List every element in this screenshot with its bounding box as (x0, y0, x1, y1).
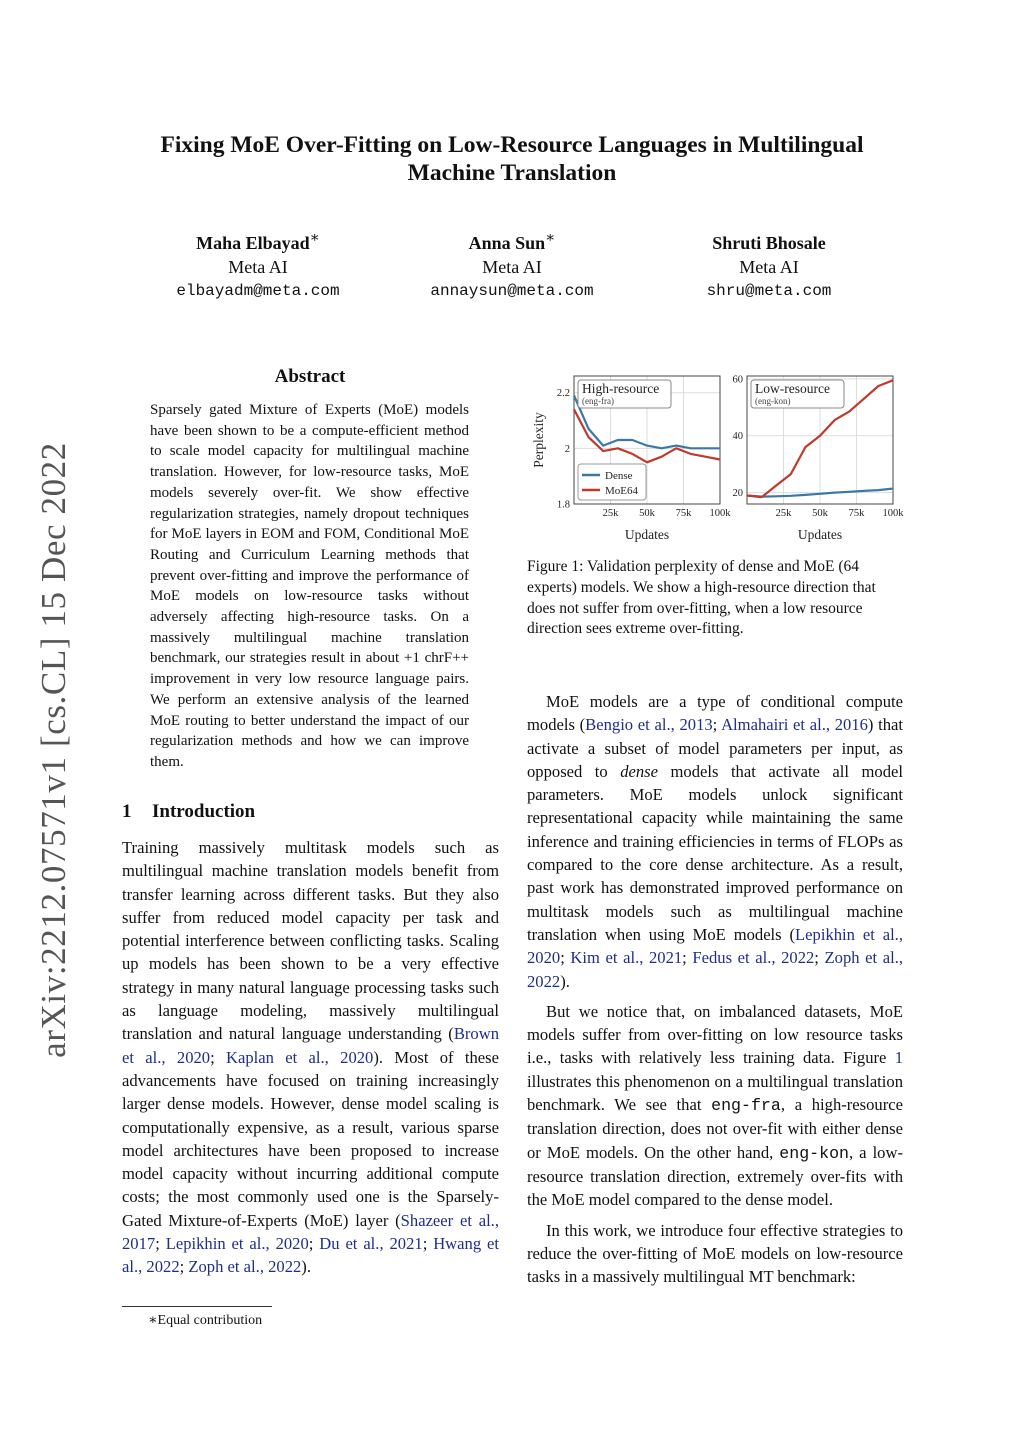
citation-shazeer[interactable]: Shazeer et al., 2017 (122, 1210, 499, 1254)
left-column-text (122, 836, 499, 1279)
x-tick-label: 100k (709, 508, 731, 519)
title-line-1: Fixing MoE Over-Fitting on Low-Resource Languages in Multilingual (160, 132, 864, 158)
author-name: Shruti Bhosale (712, 233, 826, 253)
figure-1-chart (524, 364, 914, 549)
text-run: models that activate all model parameters. MoE models unlock significant representational capacity while maintaining the same inference and training efficiencies in terms of FLOPs as compared to the core dense architecture. As a result, past work has demonstrated improved performance on multitask models such as multilingual machine translation when using MoE models ( (527, 761, 903, 944)
text-run: ). (560, 971, 570, 991)
citation-hwang[interactable]: Hwang et al., 2022 (122, 1234, 500, 1277)
citation-zoph[interactable]: Zoph et al., 2022 (188, 1257, 302, 1277)
text-run: But we notice that, on imbalanced datasets, MoE models suffer from over-fitting on low resource tasks i.e., tasks with relatively less training data. Figure (527, 1001, 903, 1068)
x-tick-label: 50k (639, 508, 655, 519)
paper-title (100, 131, 924, 187)
equal-contrib-mark: ∗ (309, 230, 320, 246)
y-tick-label: 2 (564, 443, 570, 455)
author-email[interactable]: annaysun@meta.com (430, 282, 594, 300)
citation-brown[interactable]: Brown et al., 2020 (122, 1024, 499, 1067)
emphasis-dense: dense (620, 761, 659, 781)
y-tick-label: 20 (732, 488, 743, 500)
y-tick-label: 40 (732, 431, 743, 443)
section-number: 1 (122, 801, 132, 822)
intro-paragraph-3 (527, 1000, 903, 1212)
author-affiliation: Meta AI (482, 257, 542, 277)
x-tick-label: 75k (675, 508, 692, 519)
text-run: ) that activate a subset of model parameters per input, as opposed to (527, 715, 904, 781)
plot-area (531, 374, 904, 542)
x-tick-label: 25k (602, 508, 619, 519)
text-run: MoE models are a type of conditional compute models ( (527, 692, 903, 735)
author-affiliation: Meta AI (228, 257, 288, 277)
citation-kaplan[interactable]: Kaplan et al., 2020 (226, 1047, 374, 1067)
citation-fedus[interactable]: Fedus et al., 2022 (692, 948, 815, 968)
panel-title: Low-resource (755, 381, 830, 396)
citation-lepikhin[interactable]: Lepikhin et al., 2020 (165, 1234, 309, 1254)
y-tick-label: 1.8 (556, 499, 570, 511)
footnote-rule (122, 1306, 272, 1307)
x-axis-label: Updates (624, 527, 670, 542)
abstract-text: Sparsely gated Mixture of Experts (MoE) models have been shown to be a compute-efficient method to scale model capacity for multilingual machine translation. However, for low-resource tasks, MoE models severely over-fit. We show effective regularization strategies, namely dropout techniques for MoE layers in EOM and FOM, Conditional MoE Routing and Curriculum Learning methods that prevent over-fitting and improve the performance of MoE models on low-resource tasks without adversely affecting high-resource tasks. On a massively multilingual machine translation benchmark, our strategies result in about +1 chrF++ improvement in very low resource language pairs. We perform an extensive analysis of the learned MoE routing to better understand the impact of our regularization methods and how we can improve them. (150, 402, 469, 770)
citation-du[interactable]: Du et al., 2021 (319, 1234, 423, 1254)
text-run: , a low-resource translation direction, extremely over-fits with the MoE model compared to the dense model. (527, 1142, 903, 1210)
author-affiliation: Meta AI (739, 257, 799, 277)
panel-title: High-resource (582, 381, 660, 396)
code-eng-fra: eng-fra (711, 1096, 781, 1116)
footnote: ∗Equal contribution (148, 1313, 263, 1328)
arxiv-id: arXiv:2212.07571v1 [cs.CL] 15 Dec 2022 (34, 442, 73, 1058)
legend-label: MoE64 (605, 485, 638, 497)
equal-contrib-mark: ∗ (545, 230, 556, 246)
abstract-heading: Abstract (274, 366, 346, 387)
text-run: ). (301, 1257, 311, 1277)
intro-paragraph-4: In this work, we introduce four effective strategies to reduce the over-fitting of MoE models on low-resource tasks in a massively multilingual MT benchmark: (527, 1220, 903, 1287)
section-title: Introduction (152, 801, 256, 822)
legend-label: Dense (605, 470, 633, 482)
x-tick-label: 50k (812, 508, 828, 519)
x-axis-label: Updates (797, 527, 843, 542)
code-eng-kon: eng-kon (779, 1143, 850, 1163)
citation-zoph[interactable]: Zoph et al., 2022 (527, 948, 904, 991)
x-tick-label: 75k (848, 508, 865, 519)
figure-caption (527, 557, 901, 640)
abstract-body (150, 400, 469, 773)
author-email[interactable]: shru@meta.com (706, 282, 832, 300)
panel-subtitle: (eng-fra) (582, 396, 614, 406)
text-run: ). Most of these advancements have focused on training increasingly larger dense models. However, dense model scaling is computationally expensive, as a result, various sparse model architectures have been proposed to increase model capacity without incurring additional compute costs; the most commonly used one is the Sparsely-Gated Mixture-of-Experts (MoE) layer ( (122, 1047, 499, 1230)
text-run: illustrates this phenomenon on a multilingual translation benchmark. We see that (527, 1071, 903, 1115)
text-run: Training massively multitask models such as multilingual machine translation models benefit from transfer learning across different tasks. But they also suffer from reduced model capacity per task and potential interference between conflicting tasks. Scaling up models has been shown to be a very effective strategy in many natural language processing tasks such as language modeling, massively multilingual translation and natural language understanding ( (122, 838, 499, 1044)
figure-reference[interactable]: 1 (894, 1048, 903, 1068)
citation-bengio[interactable]: Bengio et al., 2013 (585, 715, 713, 735)
author-name: Anna Sun (468, 233, 546, 253)
y-tick-label: 60 (732, 374, 743, 386)
text-run: , a high-resource translation direction, does not over-fit with either dense or MoE models. On the other hand, (527, 1095, 903, 1162)
x-tick-label: 25k (775, 508, 792, 519)
y-axis-label: Perplexity (531, 412, 546, 468)
section-heading-introduction (122, 801, 255, 823)
author-1 (128, 226, 388, 303)
author-name: Maha Elbayad (196, 233, 310, 253)
title-line-2: Machine Translation (407, 160, 617, 186)
intro-paragraph-2: MoE models are a type of conditional compute models (Bengio et al., 2013; Almahairi et al., 2016) that activate a subset of model parameters per input, as opposed to dense models that activate all model parameters. MoE models unlock significant representational capacity while maintaining the same inference and training efficiencies in terms of FLOPs as compared to the core dense architecture. As a result, past work has demonstrated improved performance on multitask models such as multilingual machine translation when using MoE models (Lepikhin et al., 2020; Kim et al., 2021; Fedus et al., 2022; Zoph et al., 2022). (527, 692, 904, 991)
x-tick-label: 100k (882, 508, 904, 519)
citation-kim[interactable]: Kim et al., 2021 (570, 948, 683, 968)
citation-lepikhin[interactable]: Lepikhin et al., 2020 (527, 924, 903, 968)
right-column-text (527, 690, 903, 1288)
author-3 (639, 226, 899, 303)
author-2 (382, 226, 642, 303)
intro-paragraph-1: Training massively multitask models such as multilingual machine translation models benefit from transfer learning across different tasks. But they also suffer from reduced model capacity per task and potential interference between conflicting tasks. Scaling up models has been shown to be a very effective strategy in many natural language processing tasks such as language modeling, massively multilingual translation and natural language understanding (Brown et al., 2020; Kaplan et al., 2020). Most of these advancements have focused on training increasingly larger dense models. However, dense model scaling is computationally expensive, as a result, various sparse model architectures have been proposed to increase model capacity without incurring additional compute costs; the most commonly used one is the Sparsely-Gated Mixture-of-Experts (MoE) layer (Shazeer et al., 2017; Lepikhin et al., 2020; Du et al., 2021; Hwang et al., 2022; Zoph et al., 2022). (122, 838, 500, 1277)
figure-caption-text: Figure 1: Validation perplexity of dense and MoE (64 experts) models. We show a high-resource direction that does not suffer from over-fitting, when a low resource direction sees extreme over-fitting. (527, 558, 876, 638)
y-tick-label: 2.2 (556, 388, 570, 400)
author-email[interactable]: elbayadm@meta.com (176, 282, 340, 300)
citation-almahairi[interactable]: Almahairi et al., 2016 (721, 715, 868, 735)
panel-subtitle: (eng-kon) (755, 396, 791, 406)
